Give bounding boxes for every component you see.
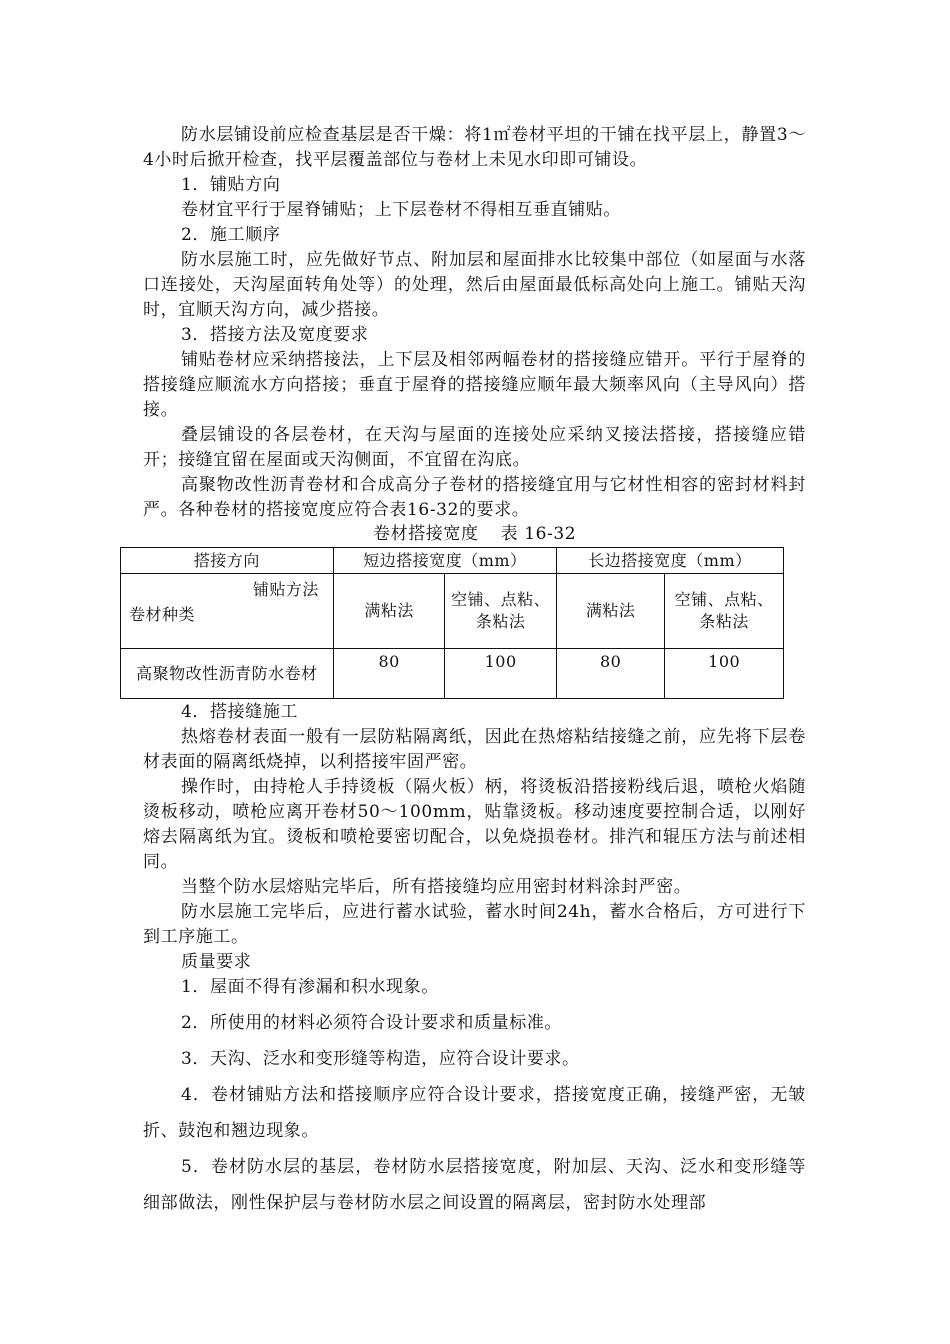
table-title: 卷材搭接宽度 xyxy=(373,524,479,544)
paragraph-laying-direction: 卷材宜平行于屋脊铺贴；上下层卷材不得相互垂直铺贴。 xyxy=(181,200,621,220)
paragraph-water-test: 防水层施工完毕后，应进行蓄水试验，蓄水时间24h，蓄水合格后，方可进行下到工序施工。 xyxy=(143,902,806,947)
header-laying-method: 铺贴方法 xyxy=(252,580,319,599)
paragraph-construction-sequence: 防水层施工时，应先做好节点、附加层和屋面排水比较集中部位（如屋面与水落口连接处，天沟屋面转角处等）的处理，然后由屋面最低标高处向上施工。铺贴天沟时，宜顺天沟方向，减少搭接。 xyxy=(143,250,806,320)
header-diagonal-cell xyxy=(121,574,334,649)
paragraph-base-check: 防水层铺设前应检查基层是否干燥：将1㎡卷材平坦的干铺在找平层上，静置3～4小时后掀开检查，找平层覆盖部位与卷材上未见水印即可铺设。 xyxy=(143,125,806,170)
header-material-type: 卷材种类 xyxy=(129,605,196,624)
cell-material: 高聚物改性沥青防水卷材 xyxy=(121,649,334,699)
header-lap-direction: 搭接方向 xyxy=(121,548,334,574)
cell-short-partial: 100 xyxy=(445,649,557,699)
table-caption xyxy=(373,522,576,547)
heading-seam-construction: 4．搭接缝施工 xyxy=(181,702,299,722)
header-long-edge: 长边搭接宽度（mm） xyxy=(556,548,783,574)
cell-long-full: 80 xyxy=(556,649,664,699)
header-partial-bond-short: 空铺、点粘、条粘法 xyxy=(445,574,557,649)
lap-width-table xyxy=(120,547,784,699)
paragraph-layered-laying: 叠层铺设的各层卷材，在天沟与屋面的连接处应采纳叉接法搭接，搭接缝应错开；接缝宜留在屋面或天沟侧面，不宜留在沟底。 xyxy=(143,425,806,470)
quality-item-2: 2．所使用的材料必须符合设计要求和质量标准。 xyxy=(181,1013,563,1033)
header-full-bond-short: 满粘法 xyxy=(333,574,445,649)
cell-long-partial: 100 xyxy=(665,649,784,699)
quality-item-5: 5．卷材防水层的基层，卷材防水层搭接宽度，附加层、天沟、泛水和变形缝等细部做法，刚性保护层与卷材防水层之间设置的隔离层，密封防水处理部 xyxy=(143,1157,806,1213)
cell-short-full: 80 xyxy=(333,649,445,699)
table-number: 表 16-32 xyxy=(500,524,577,544)
heading-lap-method: 3．搭接方法及宽度要求 xyxy=(181,325,369,345)
heading-laying-direction: 1．铺贴方向 xyxy=(181,175,281,195)
quality-item-4: 4．卷材铺贴方法和搭接顺序应符合设计要求，搭接宽度正确，接缝严密，无皱折、鼓泡和翘边现象。 xyxy=(143,1085,806,1141)
quality-item-3: 3．天沟、泛水和变形缝等构造，应符合设计要求。 xyxy=(181,1049,580,1069)
paragraph-sealing: 高聚物改性沥青卷材和合成高分子卷材的搭接缝宜用与它材性相容的密封材料封严。各种卷材的搭接宽度应符合表16-32的要求。 xyxy=(143,475,806,520)
header-full-bond-long: 满粘法 xyxy=(556,574,664,649)
heading-construction-sequence: 2．施工顺序 xyxy=(181,225,281,245)
paragraph-lap-method: 铺贴卷材应采纳搭接法，上下层及相邻两幅卷材的搭接缝应错开。平行于屋脊的搭接缝应顺流水方向搭接；垂直于屋脊的搭接缝应顺年最大频率风向（主导风向）搭接。 xyxy=(143,350,806,420)
header-short-edge: 短边搭接宽度（mm） xyxy=(333,548,556,574)
paragraph-operation: 操作时，由持枪人手持烫板（隔火板）柄，将烫板沿搭接粉线后退，喷枪火焰随烫板移动，喷枪应离开卷材50～100mm，贴靠烫板。移动速度要控制合适，以刚好熔去隔离纸为宜。烫板和喷枪要密切配合，以免烧损卷材。排汽和辊压方法与前述相同。 xyxy=(143,777,806,872)
paragraph-seam-sealing: 当整个防水层熔贴完毕后，所有搭接缝均应用密封材料涂封严密。 xyxy=(181,877,692,897)
quality-item-1: 1．屋面不得有渗漏和积水现象。 xyxy=(181,977,439,997)
header-partial-bond-long: 空铺、点粘、条粘法 xyxy=(665,574,784,649)
paragraph-release-paper: 热熔卷材表面一般有一层防粘隔离纸，因此在热熔粘结接缝之前，应先将下层卷材表面的隔离纸烧掉，以利搭接牢固严密。 xyxy=(143,727,806,772)
heading-quality-requirements: 质量要求 xyxy=(181,952,252,972)
